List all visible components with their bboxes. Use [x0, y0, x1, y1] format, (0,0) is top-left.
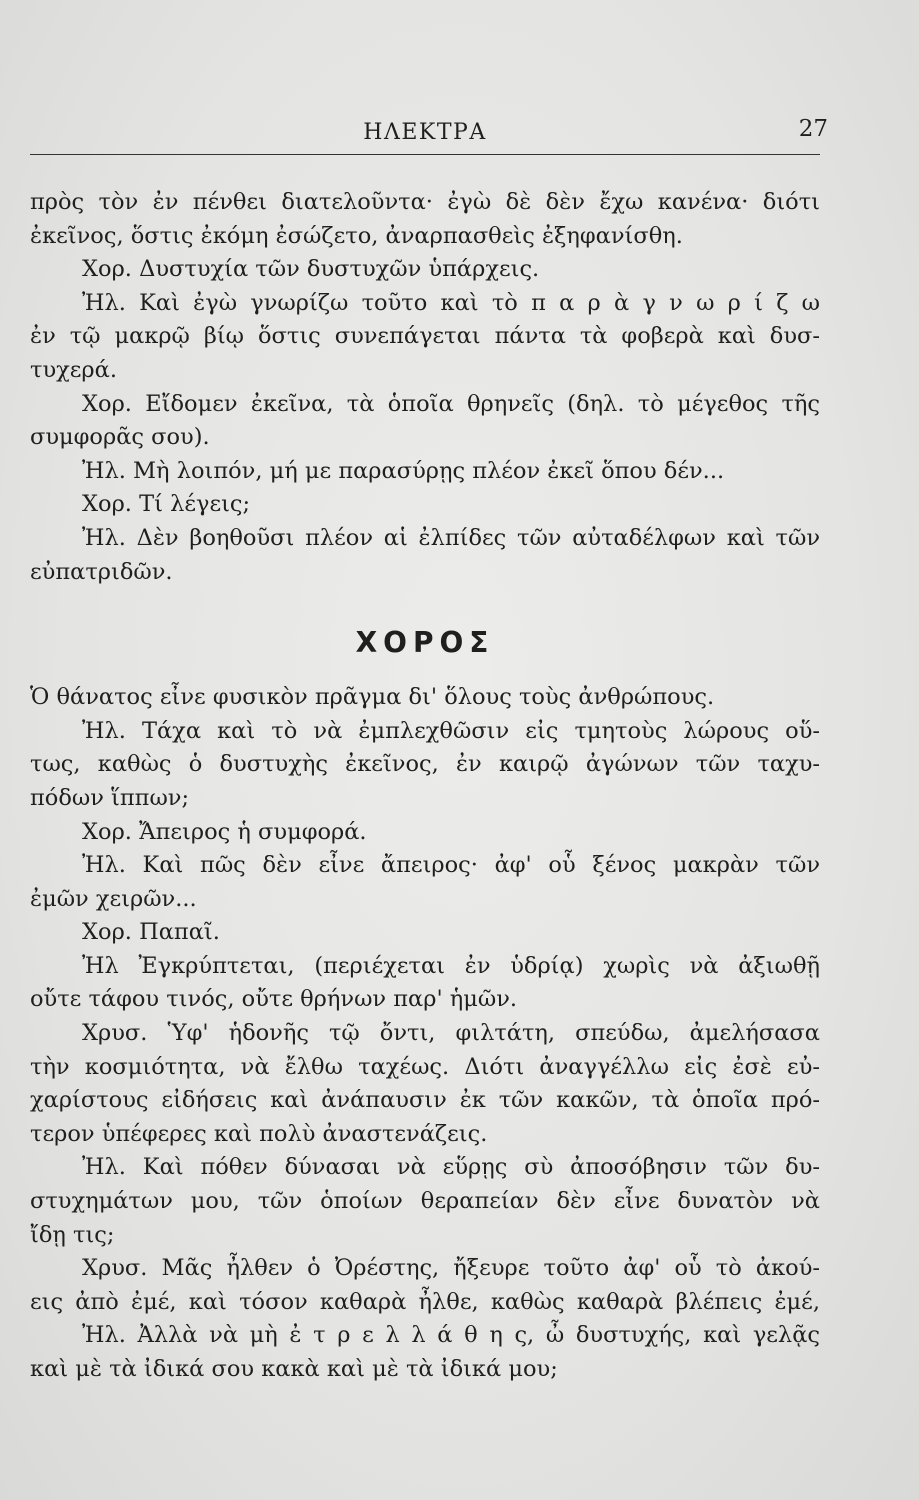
text-line: τερον ὑπέφερες καὶ πολὺ ἀναστενάζεις.: [30, 1120, 488, 1147]
text-line: Ἠλ. Καὶ ἐγὼ γνωρίζω τοῦτο καὶ τὸ π α ρ ὰ γ ν ω ρ ί ζ ω: [82, 289, 820, 316]
text-line: Ἠλ. Τάχα καὶ τὸ νὰ ἐμπλεχθῶσιν εἰς τμητοὺς λώρους οὕ-: [82, 717, 820, 744]
text-line: συμφορᾶς σου).: [30, 424, 210, 451]
text-line: τως, καθὼς ὁ δυστυχὴς ἐκεῖνος, ἐν καιρῷ ἀγώνων τῶν ταχυ-: [30, 751, 820, 778]
text-line: εις ἀπὸ ἐμέ, καὶ τόσον καθαρὰ ἦλθε, καθὼς καθαρὰ βλέπεις ἐμέ,: [30, 1288, 820, 1315]
text-line: τὴν κοσμιότητα, νὰ ἔλθω ταχέως. Διότι ἀναγγέλλω εἰς ἐσὲ εὐ-: [30, 1053, 820, 1080]
text-line: Χρυσ. Ὑφ' ἡδονῆς τῷ ὄντι, φιλτάτη, σπεύδω, ἀμελήσασα: [82, 1020, 820, 1047]
text-line: ἐκεῖνος, ὅστις ἐκόμη ἐσώζετο, ἀναρπασθεὶς ἐξηφανίσθη.: [30, 222, 683, 249]
running-title: ΗΛΕΚΤΡΑ: [363, 120, 487, 145]
text-line: ἴδῃ τις;: [30, 1221, 115, 1248]
text-line: ἐμῶν χειρῶν...: [30, 885, 197, 912]
text-line: Ἠλ Ἐγκρύπτεται, (περιέχεται ἐν ὑδρίᾳ) χωρὶς νὰ ἀξιωθῇ: [82, 952, 820, 979]
page-header: [30, 116, 828, 158]
text-line: χαρίστους εἰδήσεις καὶ ἀνάπαυσιν ἐκ τῶν κακῶν, τὰ ὁποῖα πρό-: [30, 1087, 820, 1114]
text-line: Ἠλ. Μὴ λοιπόν, μή με παρασύρῃς πλέον ἐκεῖ ὅπου δέν...: [82, 457, 725, 484]
page-number: 27: [798, 116, 828, 142]
text-line: καὶ μὲ τὰ ἰδικά σου κακὰ καὶ μὲ τὰ ἰδικά μου;: [30, 1356, 558, 1382]
text-line: Ἠλ. Καὶ πῶς δὲν εἶνε ἄπειρος· ἀφ' οὗ ξένος μακρὰν τῶν: [82, 852, 820, 879]
text-line: Ἠλ. Καὶ πόθεν δύνασαι νὰ εὕρῃς σὺ ἀποσόβησιν τῶν δυ-: [82, 1154, 820, 1181]
text-line: Χορ. Τί λέγεις;: [82, 491, 251, 518]
section-heading: ΧΟΡΟΣ: [355, 626, 495, 660]
text-line: Χορ. Εἴδομεν ἐκεῖνα, τὰ ὁποῖα θρηνεῖς (δηλ. τὸ μέγεθος τῆς: [82, 390, 820, 417]
text-line: πρὸς τὸν ἐν πένθει διατελοῦντα· ἐγὼ δὲ δὲν ἔχω κανένα· διότι: [30, 189, 820, 215]
header-rule: [30, 154, 820, 155]
page-body: [30, 186, 820, 1387]
text-line: Χρυσ. Μᾶς ἦλθεν ὁ Ὀρέστης, ἤξευρε τοῦτο ἀφ' οὗ τὸ ἀκού-: [82, 1255, 820, 1282]
text-line: Χορ. Παπαῖ.: [82, 919, 220, 946]
text-line: Ὁ θάνατος εἶνε φυσικὸν πρᾶγμα δι' ὅλους τοὺς ἀνθρώπους.: [30, 684, 715, 711]
text-line: Ἠλ. Δὲν βοηθοῦσι πλέον αἱ ἐλπίδες τῶν αὐταδέλφων καὶ τῶν: [82, 524, 820, 551]
text-line: ἐν τῷ μακρῷ βίῳ ὅστις συνεπάγεται πάντα τὰ φοβερὰ καὶ δυσ-: [30, 323, 820, 350]
text-line: στυχημάτων μου, τῶν ὁποίων θεραπείαν δὲν εἶνε δυνατὸν νὰ: [30, 1188, 820, 1215]
text-line: Ἠλ. Ἀλλὰ νὰ μὴ ἐ τ ρ ε λ λ ά θ η ς, ὦ δυστυχής, καὶ γελᾷς: [82, 1322, 820, 1349]
text-line: Χορ. Ἄπειρος ἡ συμφορά.: [82, 818, 367, 845]
text-line: εὐπατριδῶν.: [30, 558, 173, 585]
text-line: τυχερά.: [30, 356, 117, 383]
text-line: πόδων ἵππων;: [30, 784, 190, 811]
text-line: Χορ. Δυστυχία τῶν δυστυχῶν ὑπάρχεις.: [82, 256, 540, 283]
text-line: οὔτε τάφου τινός, οὔτε θρήνων παρ' ἡμῶν.: [30, 986, 518, 1013]
